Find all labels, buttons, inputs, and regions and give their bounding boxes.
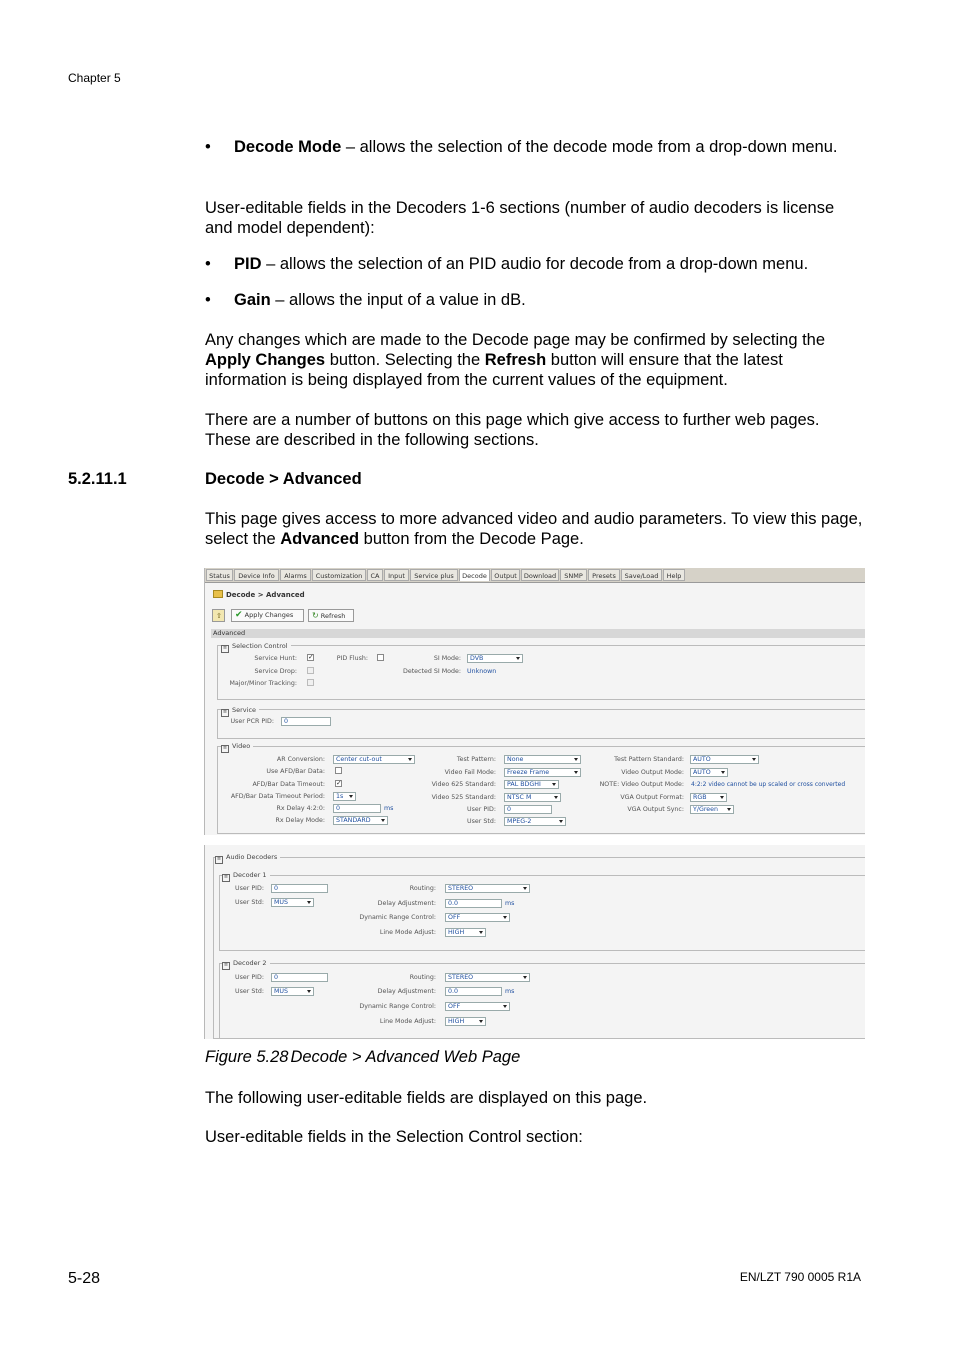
screenshot-lower [204, 845, 865, 1039]
text: button. Selecting the [325, 351, 485, 369]
chevron-down-icon [574, 758, 578, 761]
legend-text: Service [232, 706, 257, 714]
label-major-minor: Major/Minor Tracking: [229, 680, 297, 687]
label-user-pid: User PID: [235, 974, 264, 981]
input-delay-adjustment[interactable]: 0.0 [445, 899, 502, 908]
bullet-term: Gain [234, 291, 271, 309]
checkbox-afd-timeout[interactable]: ✓ [336, 779, 342, 787]
legend-audio-decoders [215, 853, 280, 864]
input-user-pid[interactable]: 0 [504, 805, 552, 814]
label-afd-timeout-period: AFD/Bar Data Timeout Period: [230, 793, 325, 800]
text: button will ensure that the latest information is being displayed from the current values of the equipment. [205, 351, 783, 389]
select-value: RGB [693, 794, 707, 801]
chevron-down-icon [523, 976, 527, 979]
checkbox-service-drop[interactable] [307, 667, 314, 674]
input-delay-adjustment[interactable]: 0.0 [445, 987, 502, 996]
caption-text: Decode > Advanced Web Page [290, 1048, 521, 1066]
label-delay-adjustment: Delay Adjustment: [377, 900, 436, 907]
label-dynamic-range-control: Dynamic Range Control: [359, 1003, 436, 1010]
label-note: NOTE: Video Output Mode: [599, 781, 684, 788]
select-user-std[interactable] [504, 817, 566, 826]
tab-decode[interactable]: Decode [459, 569, 490, 581]
bullet-text: – allows the selection of an PID audio for decode from a drop-down menu. [261, 255, 809, 273]
checkbox-use-afd[interactable] [335, 767, 342, 774]
tab-save-load[interactable]: Save/Load [621, 569, 662, 581]
chevron-down-icon [720, 796, 724, 799]
label-delay-adjustment: Delay Adjustment: [377, 988, 436, 995]
select-value: Center cut-out [336, 756, 382, 763]
refresh-label: Refresh [320, 612, 346, 620]
label-user-pid: User PID: [235, 885, 264, 892]
chevron-down-icon [574, 771, 578, 774]
chevron-down-icon [721, 771, 725, 774]
label-detected-si-mode: Detected SI Mode: [402, 668, 461, 675]
select-routing[interactable] [445, 973, 530, 982]
select-value: MUS [274, 988, 289, 995]
tab-alarms[interactable]: Alarms [280, 569, 311, 581]
select-value: AUTO [693, 756, 711, 763]
select-ar-conversion[interactable] [333, 755, 415, 764]
label-test-pattern-standard: Test Pattern Standard: [614, 756, 684, 763]
select-value: 1s [336, 793, 344, 800]
select-value: STEREO [448, 885, 474, 892]
chevron-down-icon [727, 808, 731, 811]
label-vga-output-format: VGA Output Format: [620, 794, 684, 801]
tab-service-plus[interactable]: Service plus [410, 569, 458, 581]
label-test-pattern: Test Pattern: [456, 756, 496, 763]
select-user-std[interactable] [271, 898, 314, 907]
label-user-pcr-pid: User PCR PID: [230, 718, 274, 725]
chevron-down-icon [307, 990, 311, 993]
label-afd-timeout: AFD/Bar Data Timeout: [252, 781, 325, 788]
up-arrow-icon: ⇧ [216, 612, 222, 620]
tab-download[interactable]: Download [521, 569, 559, 581]
legend-selection-control [221, 642, 291, 653]
select-value: OFF [448, 914, 461, 921]
label-video-output-mode: Video Output Mode: [621, 769, 684, 776]
label-line-mode-adjust: Line Mode Adjust: [379, 929, 436, 936]
bullet-decode-mode: • Decode Mode – allows the selection of the decode mode from a drop-down menu. [205, 138, 838, 156]
checkbox-major-minor[interactable] [307, 679, 314, 686]
select-value: MPEG-2 [507, 818, 532, 825]
unit-ms: ms [505, 988, 515, 995]
label-si-mode: SI Mode: [433, 655, 461, 662]
select-test-pattern[interactable] [504, 755, 581, 764]
label-service-drop: Service Drop: [254, 668, 297, 675]
figure-caption [205, 1048, 520, 1067]
label-video-fail-mode: Video Fail Mode: [444, 769, 496, 776]
select-routing[interactable] [445, 884, 530, 893]
label-vga-output-sync: VGA Output Sync: [627, 806, 684, 813]
select-value: PAL BDGHI [507, 781, 541, 788]
chevron-down-icon [479, 931, 483, 934]
label-ar-conversion: AR Conversion: [276, 756, 325, 763]
select-line-mode-adjust[interactable] [445, 1017, 486, 1026]
text-bold: Refresh [484, 351, 547, 369]
select-value: None [507, 756, 524, 763]
bullet-text: – allows the input of a value in dB. [270, 291, 526, 309]
select-value: OFF [448, 1003, 461, 1010]
chevron-down-icon [307, 901, 311, 904]
label-user-std: User Std: [235, 899, 264, 906]
legend-text: Video [232, 742, 251, 750]
legend-text: Selection Control [232, 642, 288, 650]
tab-snmp[interactable]: SNMP [560, 569, 587, 581]
label-user-std: User Std: [467, 818, 496, 825]
select-user-std[interactable] [271, 987, 314, 996]
select-value: NTSC M [507, 794, 532, 801]
label-user-pid: User PID: [467, 806, 496, 813]
text-bold: Apply Changes [205, 351, 326, 369]
legend-service [221, 706, 259, 717]
chevron-down-icon [752, 758, 756, 761]
label-video-525: Video 525 Standard: [431, 794, 496, 801]
tab-status[interactable]: Status [206, 569, 233, 581]
label-routing: Routing: [409, 885, 436, 892]
select-dynamic-range-control[interactable] [445, 1002, 510, 1011]
select-afd-timeout-period[interactable] [333, 792, 356, 801]
select-video-625[interactable] [504, 780, 559, 789]
select-si-mode[interactable] [467, 654, 523, 663]
chevron-down-icon [381, 819, 385, 822]
chevron-down-icon [503, 916, 507, 919]
breadcrumb [213, 590, 305, 599]
select-value: STANDARD [336, 817, 371, 824]
select-value: MUS [274, 899, 289, 906]
select-vga-output-format[interactable] [690, 793, 727, 802]
check-icon: ✔ [235, 610, 243, 620]
chapter-header: Chapter 5 [68, 71, 121, 85]
legend-decoder-2 [222, 959, 270, 970]
document-id: EN/LZT 790 0005 R1A [739, 1270, 861, 1284]
refresh-icon: ↻ [312, 611, 319, 620]
chevron-down-icon [408, 758, 412, 761]
label-dynamic-range-control: Dynamic Range Control: [359, 914, 436, 921]
input-rx-delay-420[interactable]: 0 [333, 804, 381, 813]
section-number: 5.2.11.1 [68, 470, 127, 488]
chevron-down-icon [516, 657, 520, 660]
tab-ca[interactable]: CA [367, 569, 383, 581]
tab-help[interactable]: Help [663, 569, 685, 581]
tab-input[interactable]: Input [384, 569, 409, 581]
collapse-icon[interactable]: ≡ [223, 962, 229, 968]
bullet-text: – allows the selection of the decode mode from a drop-down menu. [341, 138, 838, 156]
checkbox-service-hunt[interactable]: ✓ [308, 653, 314, 661]
chevron-down-icon [523, 887, 527, 890]
select-video-output-mode[interactable] [690, 768, 728, 777]
bullet-term: PID [234, 255, 262, 273]
input-user-pcr-pid[interactable]: 0 [281, 717, 331, 726]
select-value: STEREO [448, 974, 474, 981]
back-button[interactable] [212, 609, 225, 622]
collapse-icon[interactable]: ≡ [216, 856, 222, 862]
para-selection-fields: User-editable fields in the Selection Control section: [205, 1128, 583, 1146]
collapse-icon[interactable]: ≡ [222, 709, 228, 715]
para-fields: The following user-editable fields are displayed on this page. [205, 1089, 648, 1107]
label-service-hunt: Service Hunt: [254, 655, 297, 662]
text: Any changes which are made to the Decode page may be confirmed by selecting the [205, 331, 826, 349]
bullet-term: Decode Mode [234, 138, 342, 156]
chevron-down-icon [554, 796, 558, 799]
legend-text: Audio Decoders [226, 853, 278, 861]
select-value: Y/Green [693, 806, 719, 813]
label-rx-delay-mode: Rx Delay Mode: [275, 817, 325, 824]
legend-video [221, 742, 253, 753]
tab-output[interactable]: Output [491, 569, 520, 581]
select-value: AUTO [693, 769, 711, 776]
select-rx-delay-mode[interactable] [333, 816, 388, 825]
screenshot-upper [204, 568, 865, 835]
select-video-525[interactable] [504, 793, 561, 802]
collapse-icon[interactable]: ≡ [223, 874, 229, 880]
para-buttons: There are a number of buttons on this page which give access to further web pages. These are described in the following sections. [205, 411, 820, 449]
label-user-std: User Std: [235, 988, 264, 995]
collapse-icon[interactable]: ≡ [222, 645, 228, 651]
select-value: HIGH [448, 929, 465, 936]
collapse-icon[interactable]: ≡ [222, 745, 228, 751]
chevron-down-icon [479, 1020, 483, 1023]
legend-decoder-1 [222, 871, 270, 882]
apply-label: Apply Changes [244, 611, 294, 619]
para-advanced [205, 509, 865, 549]
text: button from the Decode Page. [359, 530, 584, 548]
select-video-fail-mode[interactable] [504, 768, 581, 777]
value-detected-si-mode: Unknown [467, 668, 497, 675]
chevron-down-icon [552, 783, 556, 786]
label-routing: Routing: [409, 974, 436, 981]
label-line-mode-adjust: Line Mode Adjust: [379, 1018, 436, 1025]
label-rx-delay-420: Rx Delay 4:2:0: [276, 805, 325, 812]
tab-bar [205, 568, 865, 583]
unit-ms: ms [505, 900, 515, 907]
apply-changes-button[interactable] [231, 609, 304, 622]
chevron-down-icon [559, 820, 563, 823]
para-apply-changes [205, 330, 860, 390]
text: This page gives access to more advanced video and audio parameters. To view this page, select the [205, 510, 863, 548]
select-value: HIGH [448, 1018, 465, 1025]
label-video-625: Video 625 Standard: [431, 781, 496, 788]
label-pid-flush: PID Flush: [336, 655, 368, 662]
select-dynamic-range-control[interactable] [445, 913, 510, 922]
page-number: 5-28 [68, 1270, 101, 1287]
select-line-mode-adjust[interactable] [445, 928, 486, 937]
refresh-button[interactable] [308, 609, 354, 622]
checkbox-pid-flush[interactable] [377, 654, 384, 661]
unit-ms: ms [384, 805, 394, 812]
group-selection-control [217, 645, 865, 700]
select-vga-output-sync[interactable] [690, 805, 734, 814]
value-note: 4:2:2 video cannot be up scaled or cross converted [691, 781, 846, 788]
chevron-down-icon [503, 1005, 507, 1008]
folder-icon [213, 590, 223, 598]
tab-device-info[interactable]: Device Info [234, 569, 279, 581]
select-value: DVB [470, 655, 484, 662]
chevron-down-icon [349, 795, 353, 798]
tab-presets[interactable]: Presets [588, 569, 620, 581]
section-title: Decode > Advanced [205, 470, 362, 488]
legend-text: Decoder 1 [233, 871, 267, 879]
breadcrumb-text: Decode > Advanced [226, 591, 305, 599]
para-decoders: User-editable fields in the Decoders 1-6 sections (number of audio decoders is license and model dependent): [205, 199, 835, 237]
select-test-pattern-standard[interactable] [690, 755, 759, 764]
input-user-pid[interactable]: 0 [271, 884, 328, 893]
label-use-afd: Use AFD/Bar Data: [266, 768, 325, 775]
legend-text: Decoder 2 [233, 959, 267, 967]
select-value: Freeze Frame [507, 769, 550, 776]
tab-customization[interactable]: Customization [312, 569, 366, 581]
caption-number: Figure 5.28 [205, 1048, 289, 1066]
text-bold: Advanced [280, 530, 360, 548]
input-user-pid[interactable]: 0 [271, 973, 328, 982]
section-bar: Advanced [211, 629, 865, 638]
